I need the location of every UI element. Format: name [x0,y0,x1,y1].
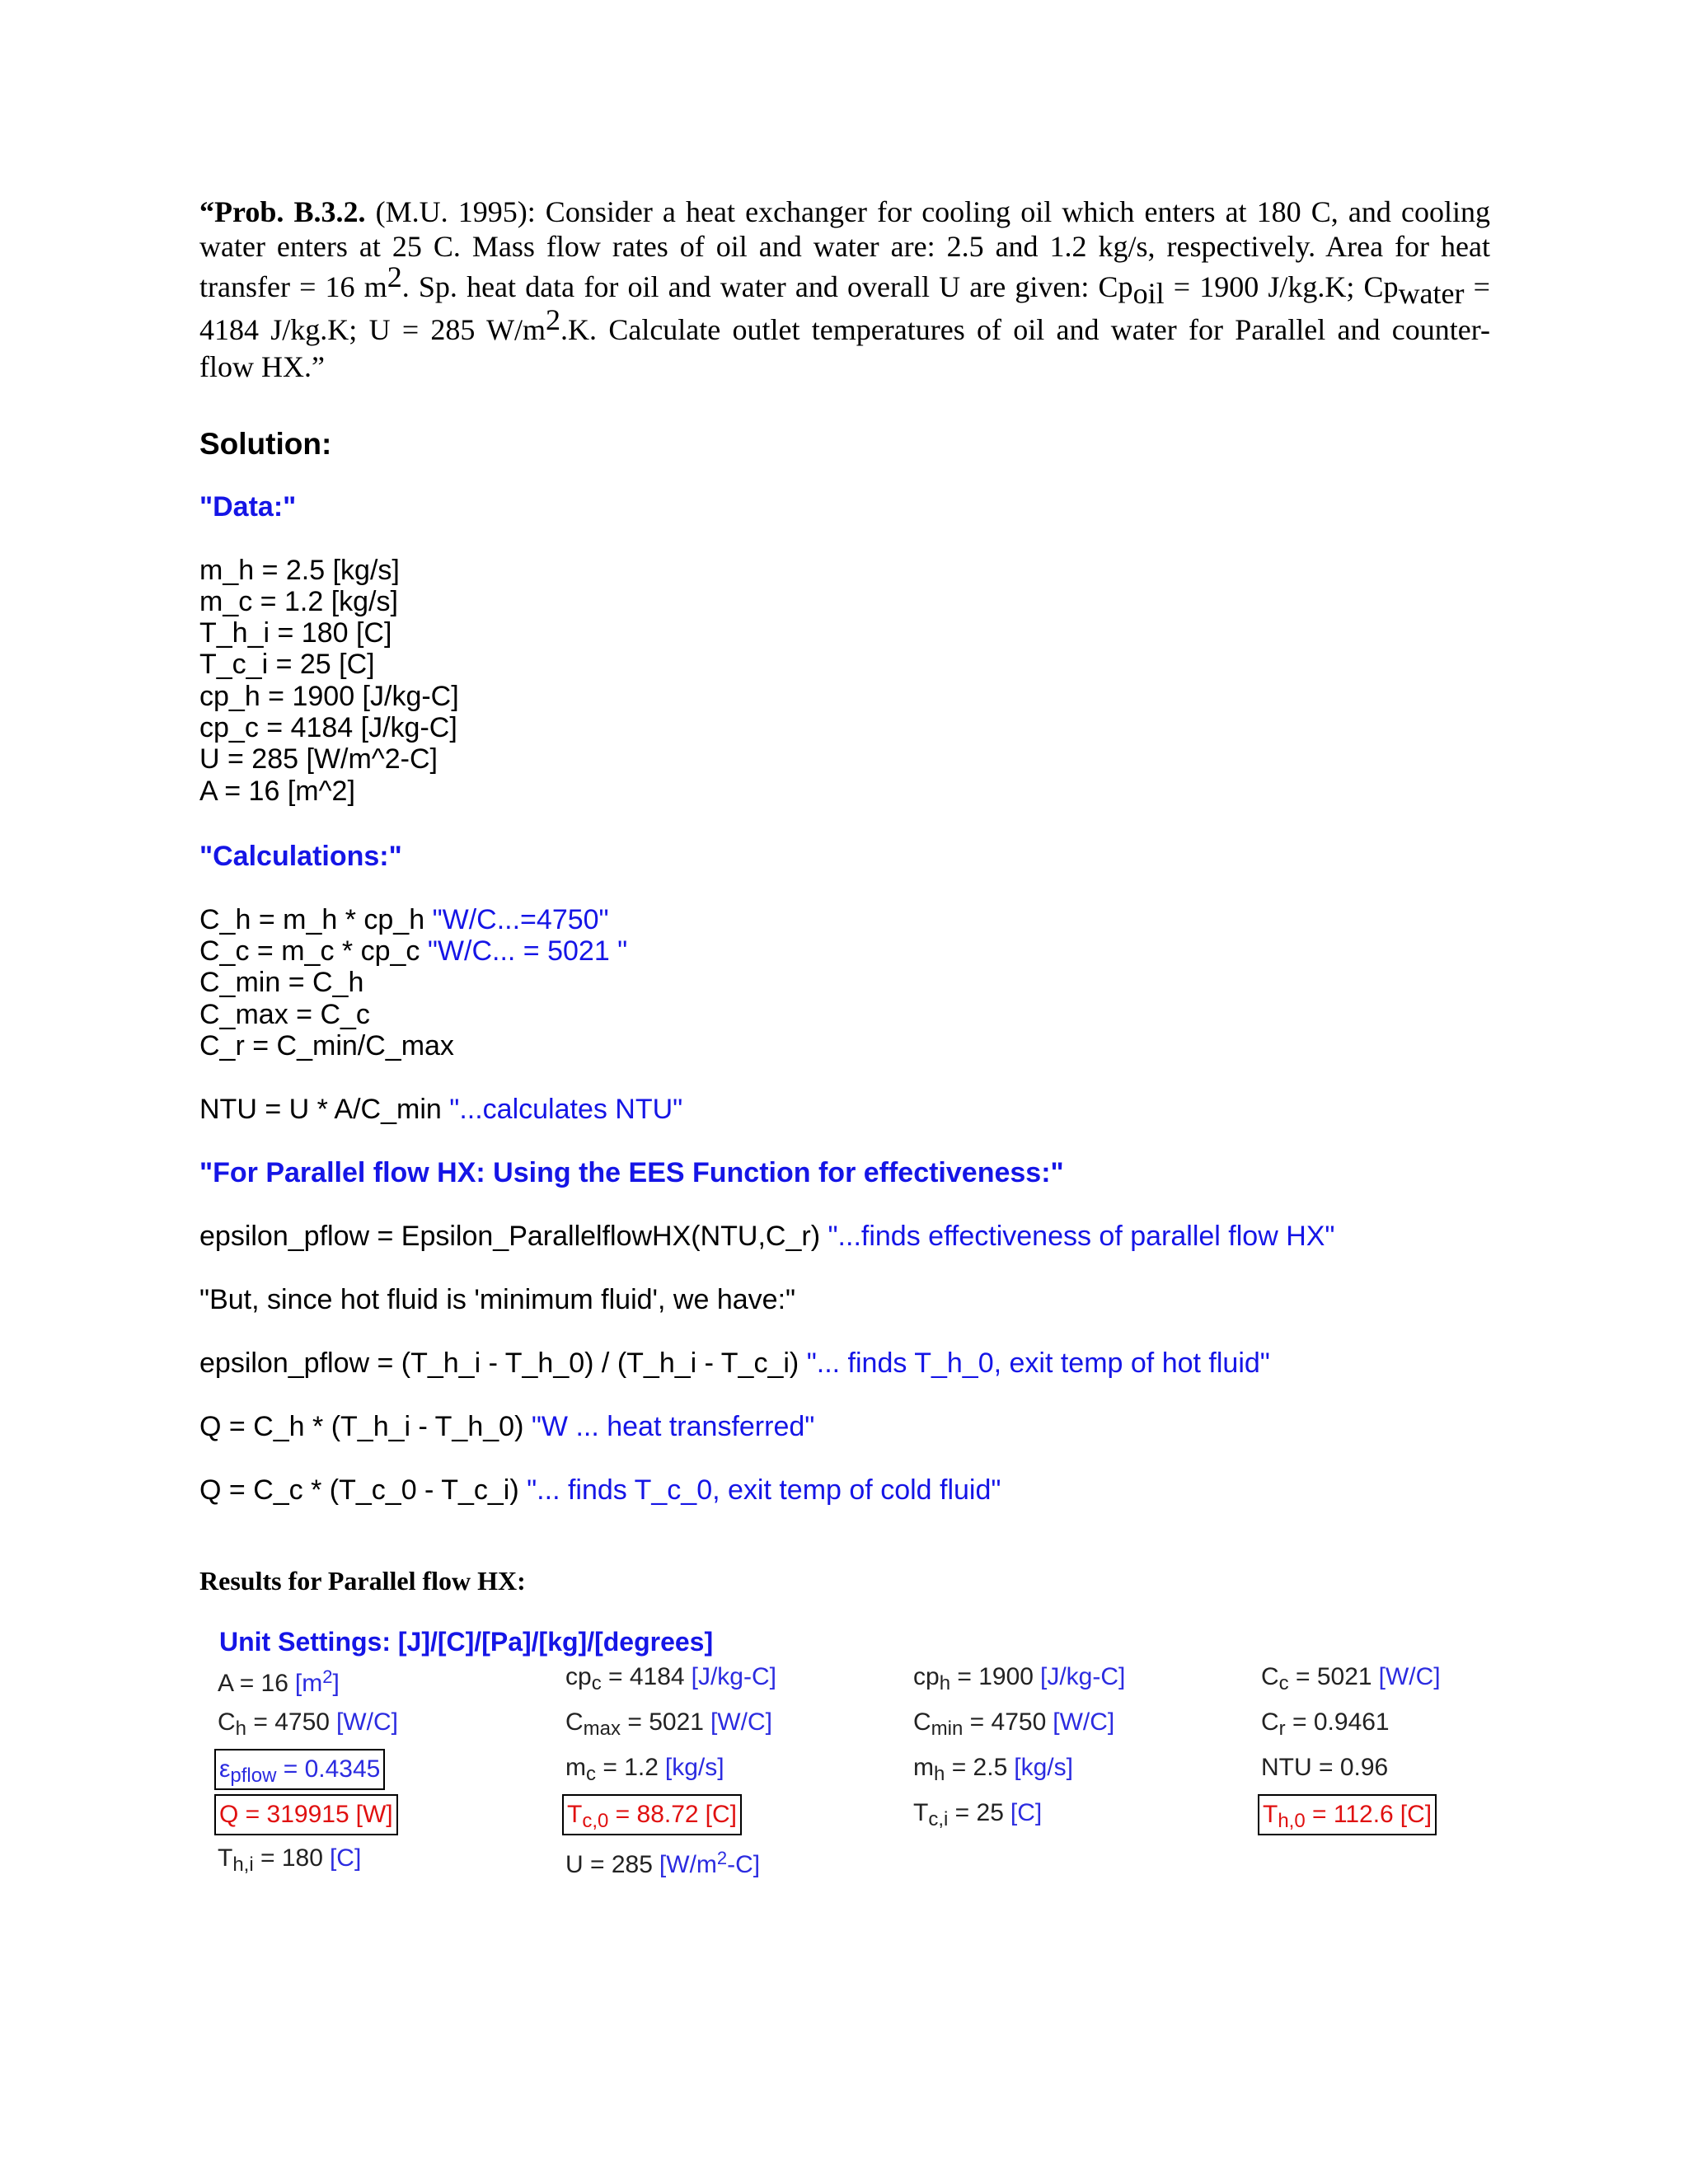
problem-line-5: flow HX.” [199,350,325,383]
q-code-1: Q = C_h * (T_h_i - T_h_0) [199,1411,532,1442]
result-NTU [1258,1749,1391,1787]
ntu-comment: "...calculates NTU" [449,1094,683,1125]
symbol-subscript: h [934,1763,945,1785]
result-value: = 0.96 [1311,1754,1389,1781]
result-symbol [913,1799,949,1830]
symbol-subscript: max [583,1718,621,1740]
result-symbol [218,1844,254,1876]
result-Thi [214,1840,364,1877]
unit-text: [m [294,1670,323,1697]
unit-text: [W/m [659,1851,717,1878]
calc-comment: "W/C...=4750" [432,904,609,935]
calc-code: C_r = C_min/C_max [199,1030,454,1062]
solution-title: Solution: [199,427,332,461]
q-comment-2: "... finds T_c_0, exit temp of cold fluid" [527,1474,1001,1506]
result-symbol [913,1708,964,1740]
superscript: 2 [546,303,561,336]
symbol-subscript: h [939,1672,951,1694]
result-value: = 16 [232,1670,288,1697]
subscript: water [1398,277,1465,310]
result-unit: [J/kg-C] [691,1663,776,1690]
result-symbol: Q [219,1801,239,1828]
calc-line [199,999,370,1030]
symbol-subscript: c,0 [582,1810,609,1832]
result-value: = 25 [948,1799,1004,1826]
result-unit: [kg/s] [664,1754,724,1781]
result-unit: [W/C] [1053,1708,1115,1736]
symbol-subscript: c [591,1672,602,1694]
unit-superscript: 2 [716,1848,728,1868]
result-unit [294,1666,340,1697]
result-Q [214,1794,398,1835]
result-value: = 4750 [963,1708,1047,1736]
data-line: T_h_i = 180 [C] [199,617,392,649]
q-code-2: Q = C_c * (T_c_0 - T_c_i) [199,1474,528,1506]
result-Cmin [910,1704,1118,1741]
result-unit: [C] [1010,1799,1043,1826]
results-title: Results for Parallel flow HX: [199,1566,526,1596]
calc-code: C_min = C_h [199,967,364,998]
data-line: cp_h = 1900 [J/kg-C] [199,681,459,712]
result-unit: [W/C] [710,1708,772,1736]
result-Cr [1258,1704,1393,1741]
result-unit: [C] [705,1801,737,1828]
problem-statement [199,194,1490,384]
data-line: T_c_i = 25 [C] [199,649,375,680]
epsilon-comment-1: "...finds effectiveness of parallel flow HX" [828,1221,1335,1252]
problem-line-2: water enters at 25 C. Mass flow rates of oil and water are: 2.5 and 1.2 kg/s, respectively. Area for heat [199,230,1490,263]
data-line: m_c = 1.2 [kg/s] [199,586,398,617]
result-epsilon-pflow [214,1749,385,1790]
result-symbol [219,1755,277,1787]
ntu-code: NTU = U * A/C_min [199,1094,450,1125]
q-comment-1: "W ... heat transferred" [531,1411,815,1442]
symbol-subscript: pflow [230,1765,277,1787]
symbol-text: C [1261,1663,1279,1690]
q-line-1 [199,1411,814,1442]
symbol-text: T [913,1799,929,1826]
result-value: = 5021 [621,1708,704,1736]
problem-text-4a: 4184 J/kg.K; U = 285 W/m [199,313,546,346]
result-symbol [567,1801,609,1832]
symbol-subscript: c,i [928,1808,949,1830]
symbol-subscript: r [1278,1718,1286,1740]
result-value: = 1900 [950,1663,1034,1690]
calc-line [199,967,363,998]
symbol-subscript: h [235,1718,247,1740]
result-Tci [910,1794,1045,1832]
result-U [562,1840,763,1877]
problem-line-4 [199,303,1490,349]
problem-line-1 [199,194,1490,229]
data-line: m_h = 2.5 [kg/s] [199,555,400,586]
result-cph [910,1658,1128,1696]
symbol-text: C [218,1708,236,1736]
superscript: 2 [387,260,402,293]
result-Th0 [1258,1794,1437,1835]
symbol-text: cp [913,1663,940,1690]
symbol-subscript: c [586,1763,596,1785]
symbol-subscript: min [931,1718,964,1740]
result-mc [562,1749,728,1787]
result-symbol [1263,1801,1306,1832]
result-unit: [W] [355,1801,393,1828]
result-unit: [W/C] [1378,1663,1441,1690]
calc-code: C_c = m_c * cp_c [199,935,428,967]
problem-text-3d: = [1464,270,1490,303]
symbol-subscript: c [1278,1672,1289,1694]
calc-line [199,935,627,967]
result-Ch [214,1704,401,1741]
epsilon-line-1 [199,1221,1335,1252]
result-mh [910,1749,1076,1787]
symbol-text: C [913,1708,931,1736]
problem-line-3 [199,260,1490,310]
minimum-fluid-note: "But, since hot fluid is 'minimum fluid', we have:" [199,1284,796,1315]
epsilon-line-2 [199,1347,1270,1379]
symbol-text: C [1261,1708,1279,1736]
result-value: = 319915 [238,1801,349,1828]
symbol-subscript: h,0 [1278,1810,1306,1832]
calc-code: C_h = m_h * cp_h [199,904,433,935]
result-symbol [913,1663,951,1694]
symbol-subscript: h,i [232,1854,254,1876]
result-unit [659,1848,761,1878]
q-line-2 [199,1474,1001,1506]
result-value: = 5021 [1288,1663,1372,1690]
result-value: = 88.72 [608,1801,699,1828]
result-symbol: NTU [1261,1754,1312,1781]
problem-text-3c: = 1900 J/kg.K; Cp [1164,270,1399,303]
result-unit: [W/C] [335,1708,398,1736]
result-symbol [913,1754,945,1785]
ntu-line [199,1094,682,1125]
result-symbol [565,1708,621,1740]
unit-settings: Unit Settings: [J]/[C]/[Pa]/[kg]/[degrees] [219,1627,714,1657]
epsilon-code-2: epsilon_pflow = (T_h_i - T_h_0) / (T_h_i - T_c_i) [199,1347,807,1379]
result-Tc0 [562,1794,742,1835]
symbol-text: m [565,1754,586,1781]
problem-text-1: (M.U. 1995): Consider a heat exchanger for cooling oil which enters at 180 C, and cooling [375,195,1490,228]
result-value: = 4184 [601,1663,685,1690]
result-unit: [kg/s] [1014,1754,1073,1781]
result-symbol [565,1663,602,1694]
result-Cmax [562,1704,776,1741]
result-symbol [218,1708,247,1740]
data-line: cp_c = 4184 [J/kg-C] [199,712,457,743]
problem-label: “Prob. B.3.2. [199,195,366,228]
result-value: = 112.6 [1305,1801,1394,1828]
ees-results-panel [199,1627,1485,1907]
result-unit: [C] [1400,1801,1432,1828]
calc-line [199,904,609,935]
result-symbol [1261,1708,1286,1740]
result-value: = 1.2 [596,1754,659,1781]
result-value: = 0.9461 [1285,1708,1390,1736]
result-unit: [J/kg-C] [1039,1663,1126,1690]
calc-code: C_max = C_c [199,999,370,1030]
unit-text: -C] [727,1851,761,1878]
problem-text-3b: . Sp. heat data for oil and water and overall U are given: Cp [401,270,1133,303]
result-symbol: A [218,1670,233,1697]
data-line: A = 16 [m^2] [199,776,355,807]
result-symbol [565,1754,596,1785]
calc-comment: "W/C... = 5021 " [427,935,628,967]
symbol-text: T [218,1844,233,1872]
symbol-text: cp [565,1663,592,1690]
data-heading: "Data:" [199,491,297,523]
symbol-text: T [567,1801,583,1828]
symbol-text: ε [219,1755,231,1783]
problem-text-3a: transfer = 16 m [199,270,387,303]
result-symbol [1261,1663,1289,1694]
result-A [214,1658,343,1696]
result-cpc [562,1658,780,1696]
result-value: = 285 [583,1851,653,1878]
calculations-heading: "Calculations:" [199,841,402,872]
data-line: U = 285 [W/m^2-C] [199,743,438,775]
unit-superscript: 2 [322,1666,333,1687]
symbol-text: C [565,1708,584,1736]
symbol-text: T [1263,1801,1278,1828]
epsilon-code-1: epsilon_pflow = Epsilon_ParallelflowHX(NTU,C_r) [199,1221,828,1252]
parallel-flow-heading: "For Parallel flow HX: Using the EES Function for effectiveness:" [199,1157,1064,1188]
result-value: = 4750 [246,1708,330,1736]
unit-text: ] [332,1670,340,1697]
result-unit: [C] [329,1844,362,1872]
result-value: = 2.5 [945,1754,1008,1781]
problem-text-4b: .K. Calculate outlet temperatures of oil and water for Parallel and counter- [560,313,1490,346]
subscript: oil [1132,277,1165,310]
calc-line [199,1030,454,1062]
result-value: = 180 [253,1844,323,1872]
result-value: = 0.4345 [276,1755,381,1783]
result-Cc [1258,1658,1444,1696]
epsilon-comment-2: "... finds T_h_0, exit temp of hot fluid" [806,1347,1270,1379]
symbol-text: m [913,1754,934,1781]
result-symbol: U [565,1851,584,1878]
